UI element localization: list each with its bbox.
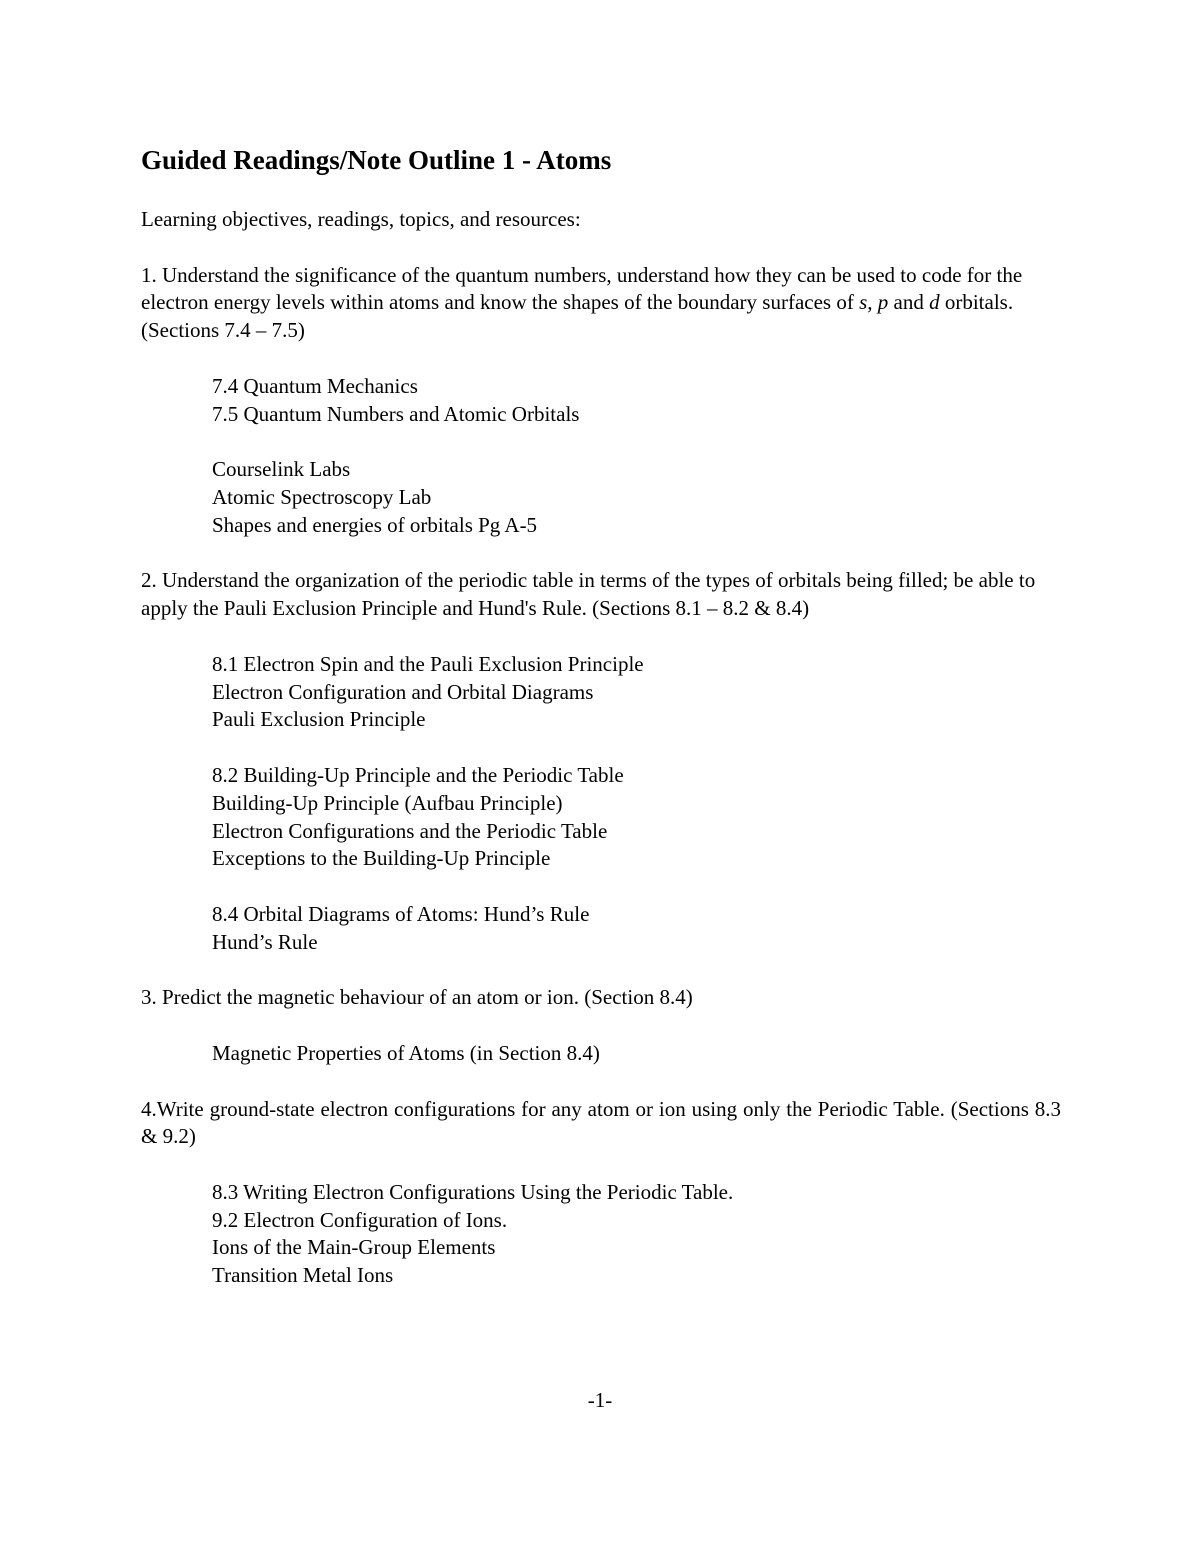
- objective-1-text-part: and: [888, 290, 930, 315]
- document-page: [141, 140, 1061, 1318]
- reading-item: Pauli Exclusion Principle: [212, 707, 426, 732]
- resource-item: Shapes and energies of orbitals Pg A-5: [212, 512, 538, 537]
- reading-item: 8.3 Writing Electron Configurations Using the Periodic Table.: [212, 1179, 734, 1204]
- intro-text: Learning objectives, readings, topics, and resources:: [141, 207, 581, 231]
- document-title: Guided Readings/Note Outline 1 - Atoms: [141, 145, 612, 175]
- orbital-p-label: p: [877, 290, 889, 315]
- objective-3-text: 3. Predict the magnetic behaviour of an atom or ion. (Section 8.4): [141, 985, 693, 1010]
- objective-2-readings-8-1: [212, 651, 1061, 734]
- objective-1-resources: [212, 456, 1061, 539]
- reading-item: 9.2 Electron Configuration of Ions.: [212, 1207, 508, 1232]
- objective-1-text-part: ,: [867, 290, 878, 315]
- reading-item: Magnetic Properties of Atoms (in Section 8.4): [212, 1040, 600, 1065]
- reading-item: 8.4 Orbital Diagrams of Atoms: Hund’s Rule: [212, 901, 590, 926]
- objective-4-text: 4.Write ground-state electron configurations for any atom or ion using only the Periodic Table. (Sections 8.3 & 9.2): [141, 1096, 1061, 1149]
- reading-item: Hund’s Rule: [212, 929, 318, 954]
- objective-1-text-part: 1. Understand the significance of the quantum numbers, understand how they can be used to code for the electron energy levels within atoms and know the shapes of the boundary surfaces of: [141, 262, 1023, 315]
- objective-2-readings-8-2: [212, 762, 1061, 873]
- reading-item: Ions of the Main-Group Elements: [212, 1235, 496, 1260]
- objective-2-text: 2. Understand the organization of the periodic table in terms of the types of orbitals being filled; be able to apply the Pauli Exclusion Principle and Hund's Rule. (Sections 8.1 – 8.2 & 8.4): [141, 568, 1036, 621]
- reading-item: Exceptions to the Building-Up Principle: [212, 846, 551, 871]
- resource-item: Atomic Spectroscopy Lab: [212, 484, 432, 509]
- objective-1-text-part: orbitals. (Sections 7.4 – 7.5): [141, 290, 1014, 343]
- reading-item: 7.4 Quantum Mechanics: [212, 373, 418, 398]
- reading-item: Building-Up Principle (Aufbau Principle): [212, 790, 563, 815]
- reading-item: Transition Metal Ions: [212, 1263, 394, 1288]
- objective-3-readings: [212, 1040, 1061, 1068]
- reading-item: 8.1 Electron Spin and the Pauli Exclusion Principle: [212, 651, 644, 676]
- objective-4-readings: [212, 1179, 1061, 1290]
- orbital-s-label: s: [859, 290, 868, 315]
- page-number: -1-: [587, 1388, 613, 1412]
- objective-2-readings-8-4: [212, 901, 1061, 957]
- reading-item: Electron Configuration and Orbital Diagrams: [212, 679, 594, 704]
- objective-1-readings: [212, 373, 1061, 429]
- objective-1-text: [141, 262, 1061, 345]
- orbital-d-label: d: [929, 290, 940, 315]
- reading-item: 8.2 Building-Up Principle and the Periodic Table: [212, 762, 624, 787]
- reading-item: 7.5 Quantum Numbers and Atomic Orbitals: [212, 401, 580, 426]
- reading-item: Electron Configurations and the Periodic Table: [212, 818, 608, 843]
- resource-item: Courselink Labs: [212, 457, 351, 482]
